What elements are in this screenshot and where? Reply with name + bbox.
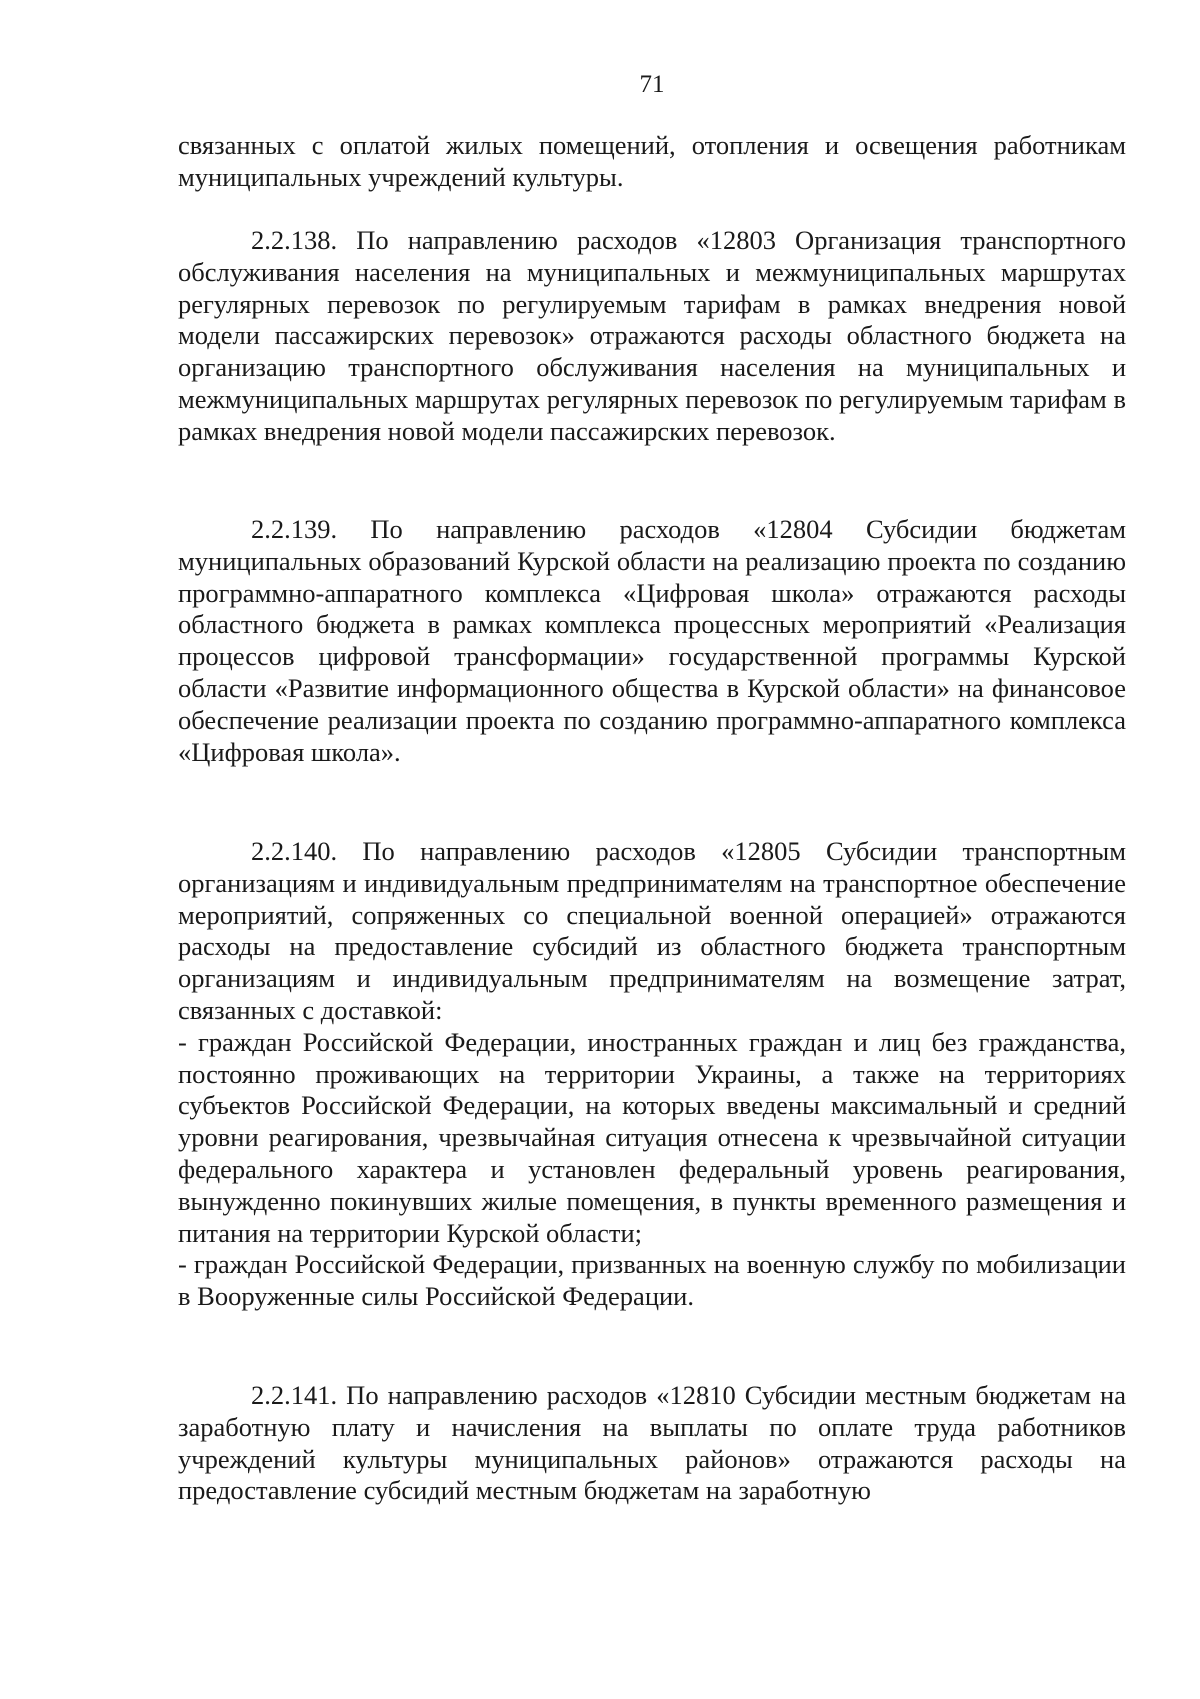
page-number: 71: [639, 71, 665, 98]
list-item: - граждан Российской Федерации, призванных на военную службу по мобилизации в Вооруженные силы Российской Федерации.: [178, 1249, 1126, 1312]
paragraph-continuation: [178, 130, 1126, 194]
paragraph-2-2-138: [178, 225, 1126, 448]
paragraph-text: 2.2.139. По направлению расходов «12804 Субсидии бюджетам муниципальных образований Курской области на реализацию проекта по созданию программно-аппаратного комплекса «Цифровая школа» отражаются расходы областного бюджета в рамках комплекса процессных мероприятий «Реализация процессов цифровой трансформации» государственной программы Курской области «Развитие информационного общества в Курской области» на финансовое обеспечение реализации проекта по созданию программно-аппаратного комплекса «Цифровая школа».: [178, 514, 1126, 767]
paragraph-text: 2.2.138. По направлению расходов «12803 Организация транспортного обслуживания населения на муниципальных и межмуниципальных маршрутах регулярных перевозок по регулируемым тарифам в рамках внедрения новой модели пассажирских перевозок» отражаются расходы областного бюджета на организацию транспортного обслуживания населения на муниципальных и межмуниципальных маршрутах регулярных перевозок по регулируемым тарифам в рамках внедрения новой модели пассажирских перевозок.: [178, 225, 1126, 446]
list-item: - граждан Российской Федерации, иностранных граждан и лиц без гражданства, постоянно проживающих на территории Украины, а также на территориях субъектов Российской Федерации, на которых введены максимальный и средний уровни реагирования, чрезвычайная ситуация отнесена к чрезвычайной ситуации федерального характера и установлен федеральный уровень реагирования, вынужденно покинувших жилые помещения, в пункты временного размещения и питания на территории Курской области;: [178, 1026, 1126, 1248]
paragraph-text: 2.2.140. По направлению расходов «12805 Субсидии транспортным организациям и индивидуальным предпринимателям на транспортное обеспечение мероприятий, сопряженных со специальной военной операцией» отражаются расходы на предоставление субсидий из областного бюджета транспортным организациям и индивидуальным предпринимателям на возмещение затрат, связанных с доставкой:: [178, 836, 1126, 1025]
paragraph-2-2-139: [178, 514, 1126, 768]
paragraph-2-2-141: [178, 1380, 1126, 1507]
paragraph-2-2-140: [178, 836, 1126, 1313]
paragraph-text: связанных с оплатой жилых помещений, отопления и освещения работникам муниципальных учреждений культуры.: [178, 130, 1126, 192]
paragraph-text: 2.2.141. По направлению расходов «12810 Субсидии местным бюджетам на заработную плату и начисления на выплаты по оплате труда работников учреждений культуры муниципальных районов» отражаются расходы на предоставление субсидий местным бюджетам на заработную: [178, 1380, 1126, 1506]
